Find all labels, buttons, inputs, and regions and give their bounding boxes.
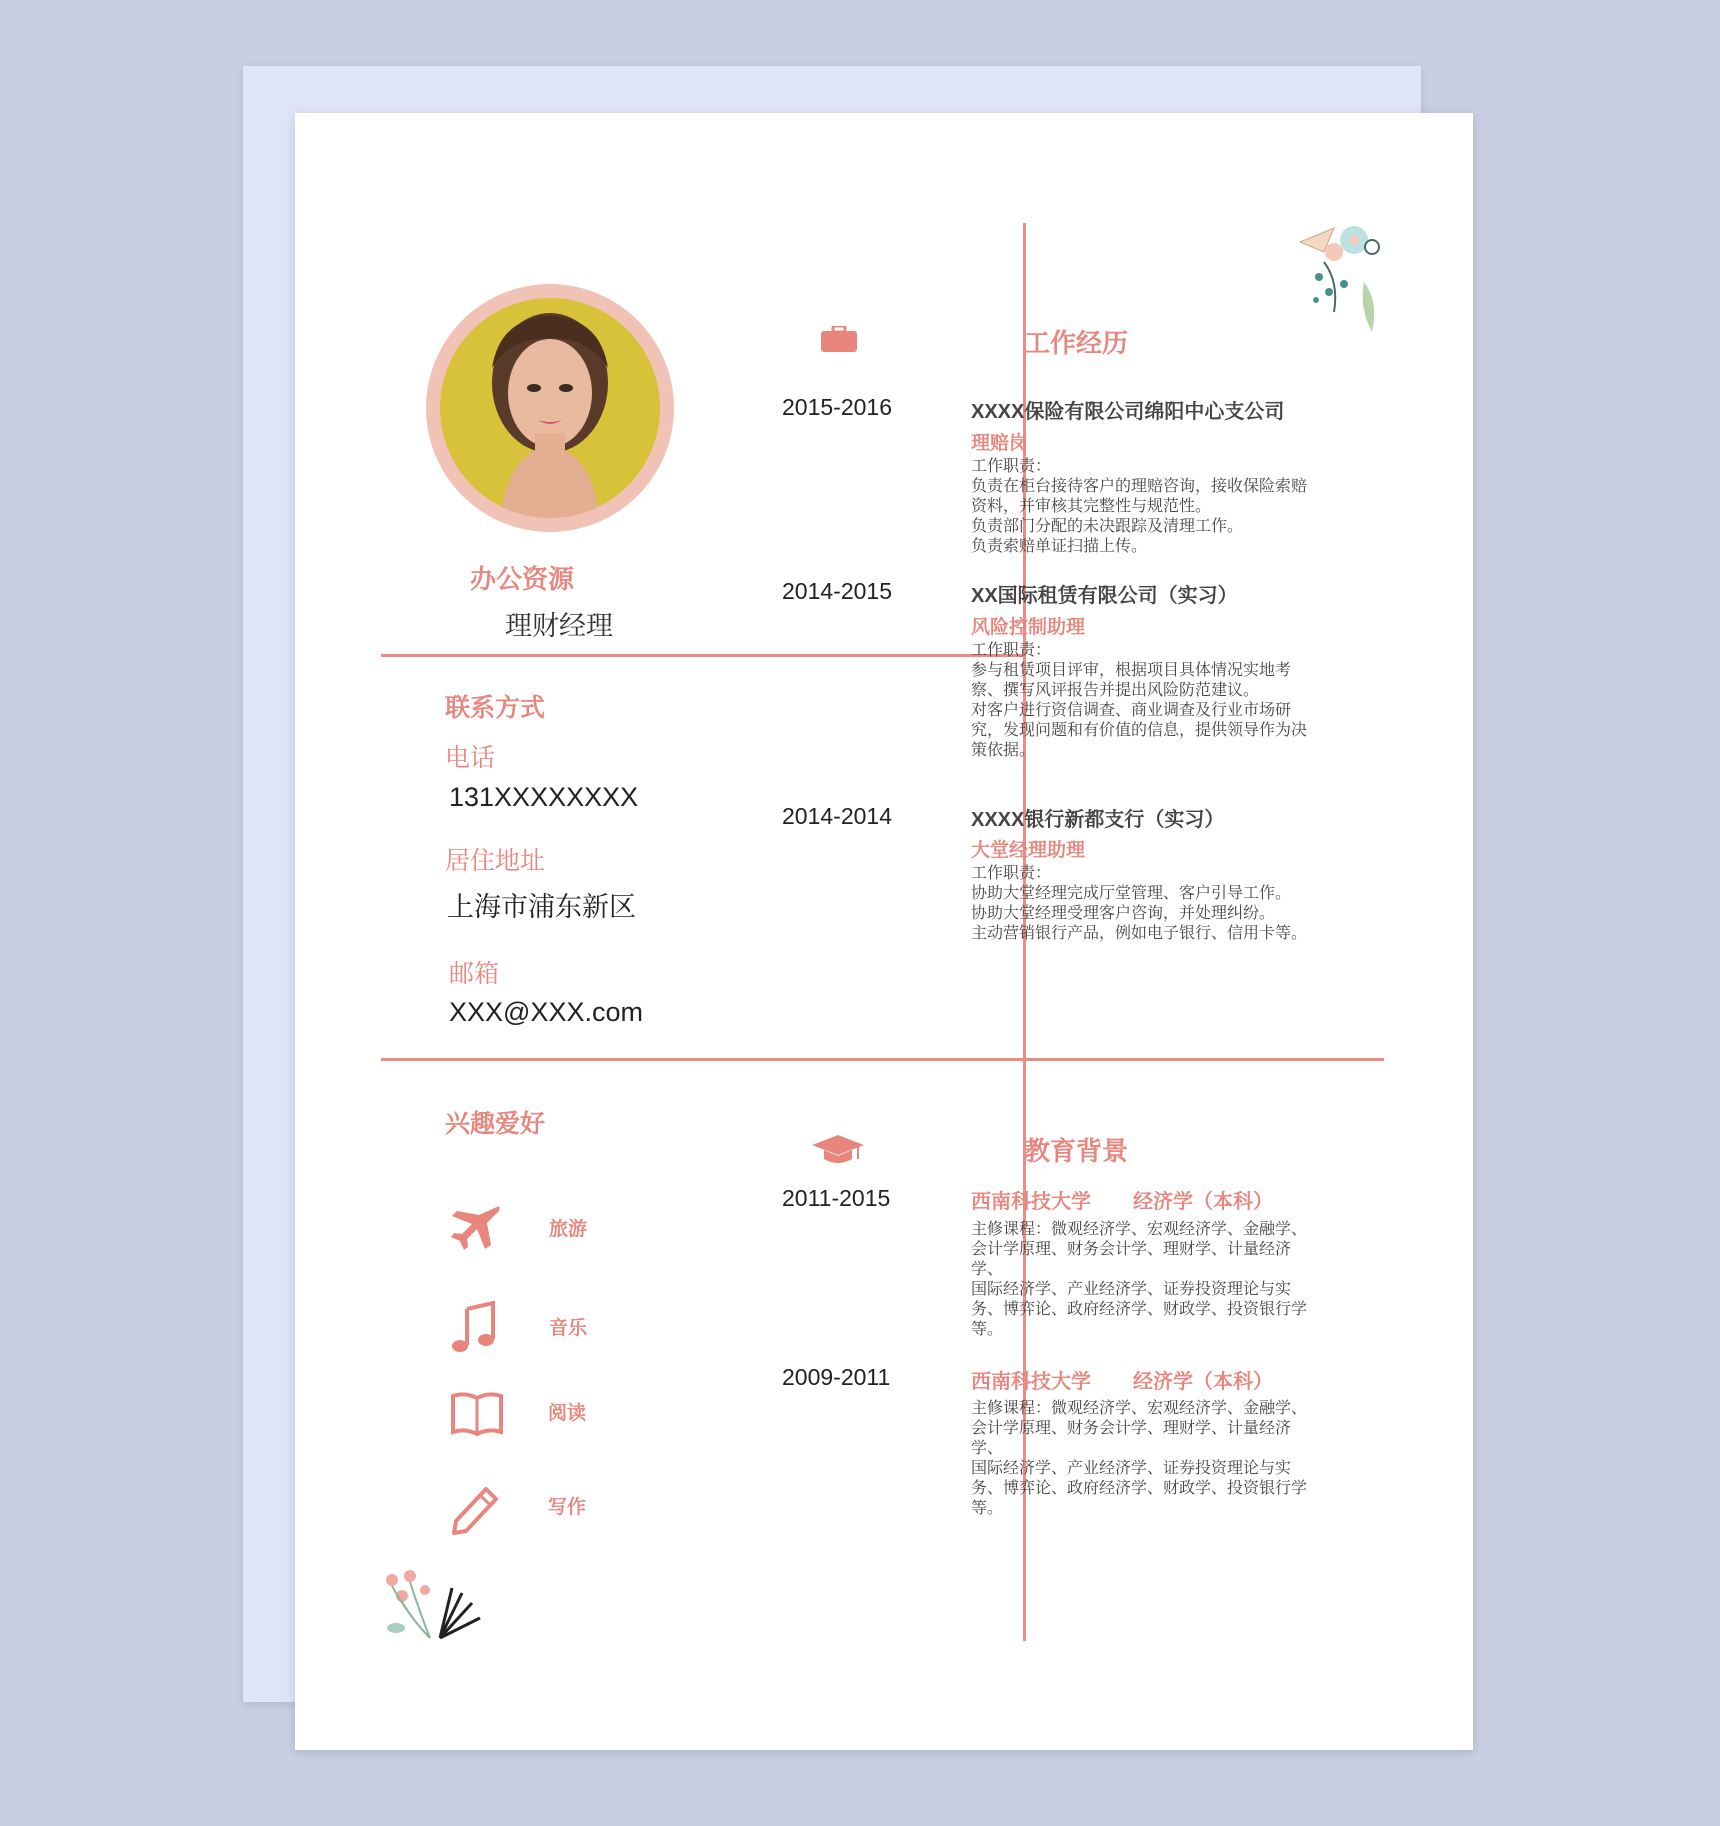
email-label: 邮箱: [449, 960, 500, 988]
hobby-label-music: 音乐: [549, 1318, 588, 1339]
work-description: [971, 641, 1316, 761]
email-value: XXX@XXX.com: [449, 997, 643, 1027]
work-desc-line: 工作职责：: [971, 865, 1052, 882]
education-heading: 教育背景: [1024, 1136, 1129, 1166]
middle-divider: [381, 1058, 1384, 1061]
work-desc-line: 工作职责：: [971, 642, 1052, 659]
work-description: [971, 864, 1316, 944]
edu-major: 经济学（本科）: [1133, 1191, 1273, 1213]
avatar: [440, 298, 660, 518]
work-years: 2014-2015: [782, 578, 892, 604]
floral-decoration-icon: [1294, 222, 1384, 332]
work-company: XXXX保险有限公司绵阳中心支公司: [971, 401, 1285, 423]
airplane-icon: [447, 1201, 503, 1257]
edu-description: [971, 1220, 1316, 1340]
hobby-label-writing: 写作: [548, 1497, 587, 1518]
resume-page: [295, 113, 1473, 1750]
work-role: 大堂经理助理: [971, 840, 1086, 861]
work-desc-line: 协助大堂经理受理客户咨询，并处理纠纷。: [971, 905, 1276, 922]
floral-bouquet-icon: [380, 1568, 490, 1643]
work-desc-line: 协助大堂经理完成厅堂管理、客户引导工作。: [971, 885, 1292, 902]
music-note-icon: [447, 1301, 503, 1357]
work-heading: 工作经历: [1024, 328, 1129, 358]
work-company: XX国际租赁有限公司（实习）: [971, 585, 1238, 607]
work-desc-line: 参与租赁项目评审，根据项目具体情况实地考察、撰写风评报告并提出风险防范建议。: [971, 662, 1292, 699]
edu-years: 2009-2011: [782, 1364, 891, 1390]
profile-title: 理财经理: [505, 611, 613, 641]
phone-value: 131XXXXXXXX: [449, 782, 639, 812]
address-label: 居住地址: [445, 847, 546, 875]
work-years: 2014-2014: [782, 803, 892, 829]
work-role: 理赔岗: [971, 433, 1029, 454]
work-desc-line: 工作职责：: [971, 458, 1052, 475]
work-desc-line: 主动营销银行产品，例如电子银行、信用卡等。: [971, 925, 1308, 942]
work-desc-line: 对客户进行资信调查、商业调查及行业市场研究，发现问题和有价值的信息，提供领导作为决策依据。: [971, 702, 1308, 759]
contact-heading: 联系方式: [445, 694, 546, 722]
phone-label: 电话: [445, 744, 496, 772]
edu-desc-line: 主修课程：微观经济学、宏观经济学、金融学、会计学原理、财务会计学、理财学、计量经济学、: [971, 1221, 1308, 1278]
graduation-cap-icon: [812, 1135, 864, 1165]
hobby-label-travel: 旅游: [549, 1219, 588, 1240]
pencil-icon: [448, 1479, 504, 1535]
work-desc-line: 负责部门分配的未决跟踪及清理工作。: [971, 518, 1244, 535]
edu-school: 西南科技大学: [971, 1191, 1091, 1213]
edu-desc-line: 国际经济学、产业经济学、证券投资理论与实务、博弈论、政府经济学、财政学、投资银行学等。: [971, 1460, 1308, 1517]
edu-school-major: [971, 1185, 1273, 1214]
work-role: 风险控制助理: [971, 617, 1086, 638]
edu-school-major: [971, 1365, 1273, 1394]
edu-major: 经济学（本科）: [1133, 1371, 1273, 1393]
edu-desc-line: 主修课程：微观经济学、宏观经济学、金融学、会计学原理、财务会计学、理财学、计量经济学、: [971, 1400, 1308, 1457]
edu-school: 西南科技大学: [971, 1371, 1091, 1393]
book-icon: [449, 1386, 505, 1442]
edu-years: 2011-2015: [782, 1185, 891, 1211]
work-description: [971, 457, 1316, 557]
avatar-frame: [426, 284, 674, 532]
hobby-label-reading: 阅读: [548, 1403, 587, 1424]
edu-description: [971, 1399, 1316, 1519]
hobbies-heading: 兴趣爱好: [445, 1110, 546, 1138]
address-value: 上海市浦东新区: [447, 892, 636, 922]
briefcase-icon: [821, 326, 857, 352]
work-desc-line: 负责在柜台接待客户的理赔咨询，接收保险索赔资料，并审核其完整性与规范性。: [971, 478, 1308, 515]
work-years: 2015-2016: [782, 394, 892, 420]
work-company: XXXX银行新都支行（实习）: [971, 809, 1225, 831]
profile-name: 办公资源: [470, 564, 575, 594]
work-desc-line: 负责索赔单证扫描上传。: [971, 538, 1148, 555]
edu-desc-line: 国际经济学、产业经济学、证券投资理论与实务、博弈论、政府经济学、财政学、投资银行学等。: [971, 1281, 1308, 1338]
divider-under-title: [381, 654, 1024, 657]
